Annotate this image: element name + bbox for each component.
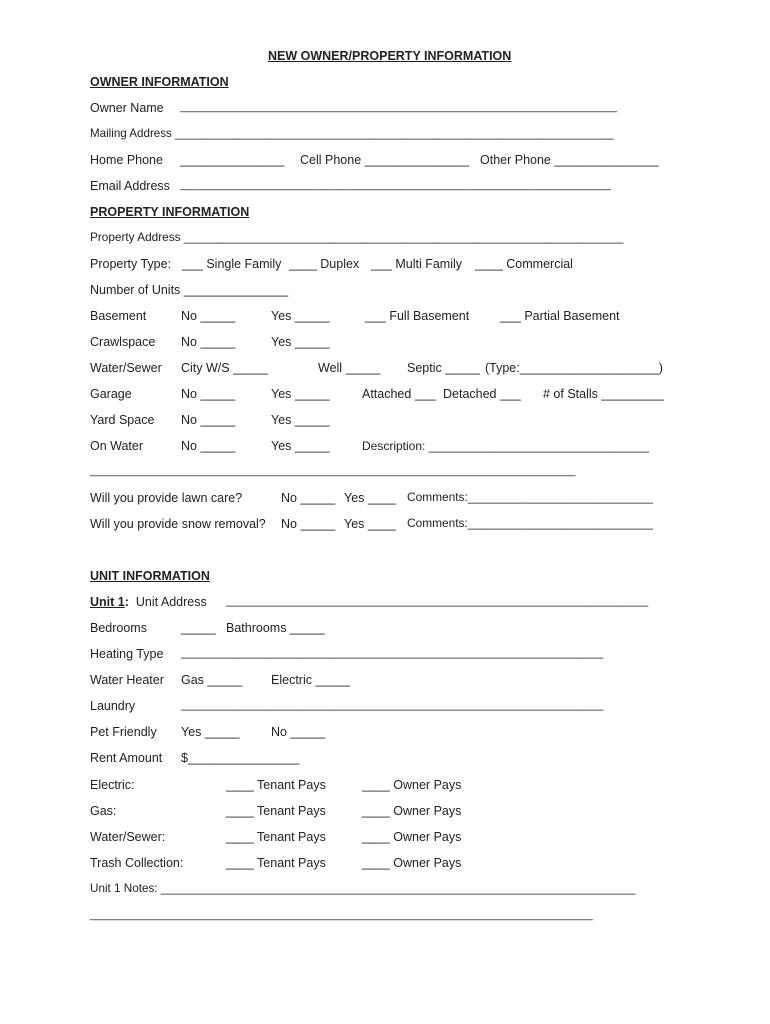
full-basement[interactable]: ___ Full Basement [365,309,470,323]
utility-gas-label: Gas: [90,804,117,818]
email-field[interactable]: ____________________________________________________________________ [180,179,611,191]
garage-attached[interactable]: Attached ___ [362,387,436,401]
lawn-care-yes[interactable]: Yes ____ [344,491,396,505]
basement-yes[interactable]: Yes _____ [271,309,330,323]
unit-1-colon: : [124,595,129,609]
unit-1-label: Unit 1 [90,595,125,609]
yard-space-label: Yard Space [90,413,155,427]
pet-friendly-yes[interactable]: Yes _____ [181,725,240,739]
water-heater-electric[interactable]: Electric _____ [271,673,351,687]
utility-water-sewer-label: Water/Sewer: [90,830,166,844]
utility-gas-owner[interactable]: ____ Owner Pays [362,804,462,818]
type-single-family[interactable]: ___ Single Family [182,257,282,271]
bedrooms-label: Bedrooms [90,621,147,635]
garage-detached[interactable]: Detached ___ [443,387,521,401]
yard-space-no[interactable]: No _____ [181,413,236,427]
unit-address-field[interactable]: __________________________________________________________________ [226,595,649,607]
number-of-units-field[interactable]: Number of Units _______________ [90,283,289,297]
basement-no[interactable]: No _____ [181,309,236,323]
partial-basement[interactable]: ___ Partial Basement [500,309,620,323]
unit-notes-field[interactable]: Unit 1 Notes: _________________________________________________________________________ [90,882,636,895]
crawlspace-label: Crawlspace [90,335,156,349]
basement-label: Basement [90,309,147,323]
unit-section-header: UNIT INFORMATION [90,569,210,583]
laundry-label: Laundry [90,699,136,713]
snow-removal-yes[interactable]: Yes ____ [344,517,396,531]
utility-gas-tenant[interactable]: ____ Tenant Pays [226,804,326,818]
utility-electric-owner[interactable]: ____ Owner Pays [362,778,462,792]
city-ws-field[interactable]: City W/S _____ [181,361,268,375]
water-heater-label: Water Heater [90,673,164,687]
garage-stalls-field[interactable]: # of Stalls _________ [543,387,664,401]
yard-space-yes[interactable]: Yes _____ [271,413,330,427]
owner-name-field[interactable]: _____________________________________________________________________ [180,101,618,113]
other-phone-field[interactable]: Other Phone _______________ [480,153,659,167]
heating-type-label: Heating Type [90,647,164,661]
water-heater-gas[interactable]: Gas _____ [181,673,243,687]
snow-removal-question: Will you provide snow removal? [90,517,266,531]
snow-removal-no[interactable]: No _____ [281,517,336,531]
bedrooms-field[interactable]: _____ [181,621,216,635]
crawlspace-no[interactable]: No _____ [181,335,236,349]
garage-no[interactable]: No _____ [181,387,236,401]
page-title: NEW OWNER/PROPERTY INFORMATION [268,49,512,63]
well-field[interactable]: Well _____ [318,361,381,375]
type-commercial[interactable]: ____ Commercial [475,257,573,271]
property-address-field[interactable]: Property Address ___________________________________________________________________ [90,230,624,244]
unit-address-label: Unit Address [135,595,207,609]
utility-water-sewer-tenant[interactable]: ____ Tenant Pays [226,830,326,844]
laundry-field[interactable]: __________________________________________________________________ [181,699,604,711]
owner-name-label: Owner Name [90,101,164,115]
pet-friendly-label: Pet Friendly [90,725,157,739]
garage-yes[interactable]: Yes _____ [271,387,330,401]
description-line[interactable]: ______________________________________________________________________________ [90,465,576,477]
property-section-header: PROPERTY INFORMATION [90,205,250,219]
type-multi-family[interactable]: ___ Multi Family [371,257,462,271]
septic-type-field[interactable]: (Type:____________________) [485,361,663,375]
water-sewer-label: Water/Sewer [90,361,162,375]
utility-electric-tenant[interactable]: ____ Tenant Pays [226,778,326,792]
rent-amount-field[interactable]: $________________ [181,751,300,765]
lawn-care-comments[interactable]: Comments:____________________________ [407,490,653,504]
bathrooms-field[interactable]: Bathrooms _____ [226,621,325,635]
property-type-label: Property Type: [90,257,172,271]
description-field[interactable]: Description: _________________________________ [362,439,649,453]
utility-trash-tenant[interactable]: ____ Tenant Pays [226,856,326,870]
septic-field[interactable]: Septic _____ [407,361,480,375]
home-phone-field[interactable]: _______________ [180,153,285,167]
pet-friendly-no[interactable]: No _____ [271,725,326,739]
crawlspace-yes[interactable]: Yes _____ [271,335,330,349]
email-label: Email Address [90,179,170,193]
heating-type-field[interactable]: __________________________________________________________________ [181,647,604,659]
utility-trash-label: Trash Collection: [90,856,184,870]
utility-trash-owner[interactable]: ____ Owner Pays [362,856,462,870]
type-duplex[interactable]: ____ Duplex [289,257,360,271]
owner-section-header: OWNER INFORMATION [90,75,229,89]
garage-label: Garage [90,387,132,401]
lawn-care-question: Will you provide lawn care? [90,491,243,505]
cell-phone-field[interactable]: Cell Phone _______________ [300,153,469,167]
mailing-address-field[interactable]: Mailing Address ____________________________________________________________________ [90,127,614,140]
lawn-care-no[interactable]: No _____ [281,491,336,505]
on-water-label: On Water [90,439,144,453]
rent-amount-label: Rent Amount [90,751,163,765]
on-water-no[interactable]: No _____ [181,439,236,453]
home-phone-label: Home Phone [90,153,163,167]
unit-1-address-row [90,596,207,609]
unit-notes-line[interactable]: ________________________________________________________________________________ [90,909,593,921]
utility-water-sewer-owner[interactable]: ____ Owner Pays [362,830,462,844]
snow-removal-comments[interactable]: Comments:____________________________ [407,516,653,530]
on-water-yes[interactable]: Yes _____ [271,439,330,453]
utility-electric-label: Electric: [90,778,135,792]
